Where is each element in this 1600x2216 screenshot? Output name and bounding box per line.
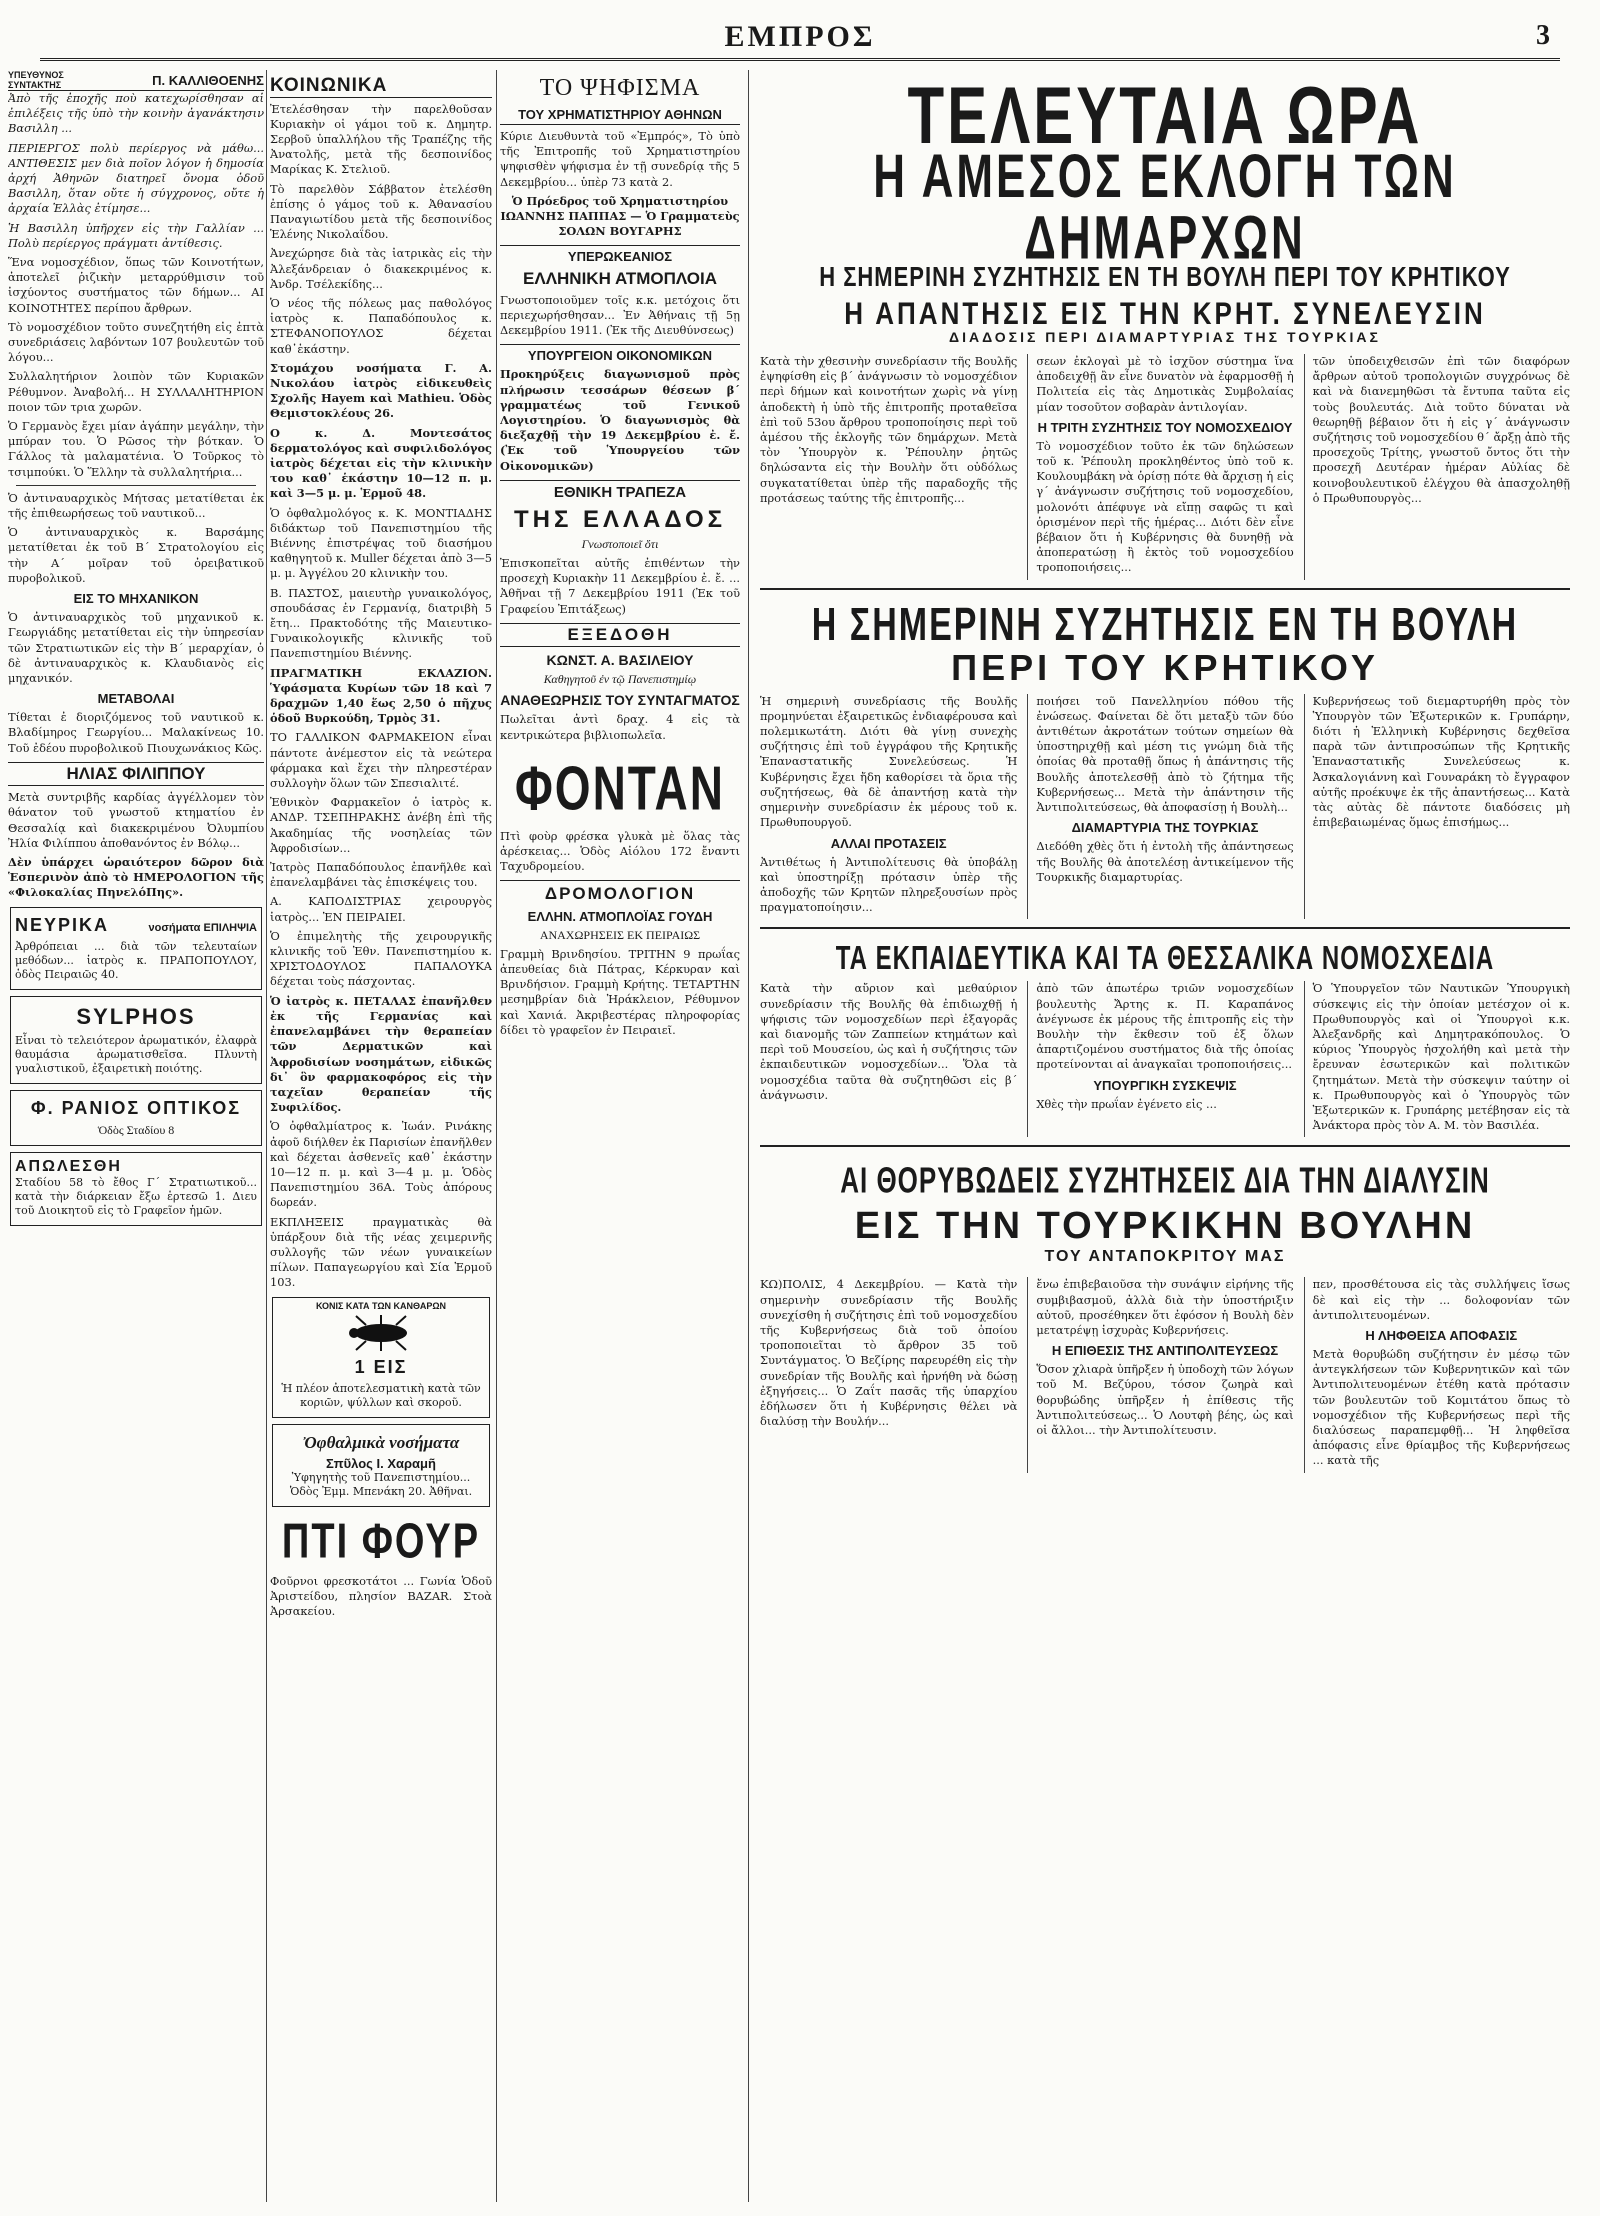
headline-protest: ΔΙΑΔΟΣΙΣ ΠΕΡΙ ΔΙΑΜΑΡΤΥΡΙΑΣ ΤΗΣ ΤΟΥΡΚΙΑΣ <box>949 329 1381 345</box>
section-heading: ΜΕΤΑΒΟΛΑΙ <box>97 691 175 707</box>
article-text: Ὁ ἰατρὸς κ. ΠΕΤΑΛΑΣ ἐπανῆλθεν ἐκ τῆς Γερμανίας καὶ ἐπανελαμβάνει τὴν θεραπείαν τῶν Δερματικῶν καὶ Ἀφροδισίων νοσημάτων, εἰδικῶς δι᾽ ὃν φαρμακοφόρος εἰς τὴν ταχεῖαν θεραπείαν τῆς Συφιλίδος. <box>270 993 492 1115</box>
article-text: ἀπὸ τῶν ἀπωτέρω τριῶν νομοσχεδίων βουλευτὴς Ἄρτης κ. Π. Καραπάνος ἀνέγνωσε ἐκ μέρους τῆς ἐπιτροπῆς εἰς τὴν Βουλὴν τὴν ἔκθεσιν τοῦ ἐξ ὅλων ἀπαρτιζομένου συστήματος διὰ τῆς ὁποίας προτείνονται αἱ ἀναγκαῖαι τροποποιήσεις... <box>1036 981 1294 1072</box>
article-text: ΠΡΑΓΜΑΤΙΚΗ ΕΚΛΑΖΙΟΝ. Ὑφάσματα Κυρίων τῶν 18 καὶ 7 δραχμῶν 1,40 ἕως 2,50 ὁ πῆχυς ὁδοῦ Βυρκούδη, Τρμὸς 31. <box>270 665 492 726</box>
section-heading: ΔΙΑΜΑΡΤΥΡΙΑ ΤΗΣ ΤΟΥΡΚΙΑΣ <box>1071 820 1259 836</box>
article-text: Ὁ Ὑπουργεῖον τῶν Ναυτικῶν Ὑπουργικὴ σύσκεψις εἰς τὴν ὁποίαν μετέσχον οἱ κ. Πρωθυπουργὸς καὶ οἱ Ὑπουργοὶ κ.κ. Ἀλεξανδρῆς καὶ Δημητρακόπουλος. Ὁ κύριος Ὑπουργὸς ἠσχολήθη καὶ μετὰ τὴν ἔρευναν ἐσωτερικῶν καὶ πολιτικῶν ζητημάτων. Μετὰ τὴν σύσκεψιν ταύτην οἱ κ. Πρωθυπουργὸς καὶ ὁ Ὑπουργὸς τῶν Ἐξωτερικῶν κ. Γρυπάρης μετέβησαν εἰς τὰ Ἀνάκτορα πρὸς τὸν Α. Μ. τὸν Βασιλέα. <box>1312 981 1570 1133</box>
section-heading: ΕΙΣ ΤΟ ΜΗΧΑΝΙΚΟΝ <box>73 591 199 607</box>
column-4 <box>760 70 1570 2202</box>
ad-insect-powder <box>272 1297 490 1418</box>
ad-text: Σταδίου 58 τὸ ἔθος Γ΄ Στρατιωτικοῦ... κατὰ τὴν διάρκειαν ἔξω ἑρτεσῶ 1. Διευ τοῦ Διοικητοῦ εἰς τὸ Γραφεῖον ἡμῶν. <box>15 1175 257 1217</box>
article-text: Χθὲς τὴν πρωΐαν ἐγένετο εἰς ... <box>1036 1096 1217 1111</box>
article-text: Διεδόθη χθὲς ὅτι ἡ ἐντολὴ τῆς ἀπάντησεως τῆς Βουλῆς θὰ ἀποτελέσῃ ἀντικείμενον τῆς Τουρκικῆς διαμαρτυρίας. <box>1036 839 1294 884</box>
ad-text: Ἡ πλέον ἀποτελεσματικὴ κατὰ τῶν κοριῶν, ψύλλων καὶ σκοροῦ. <box>281 1381 481 1409</box>
divider <box>760 927 1570 929</box>
headline-turkish-debates: ΑΙ ΘΟΡΥΒΩΔΕΙΣ ΣΥΖΗΤΗΣΕΙΣ ΔΙΑ ΤΗΝ ΔΙΑΛΥΣΙΝ <box>840 1159 1490 1202</box>
article-text: Ἀντιθέτως ἡ Ἀντιπολίτευσις θὰ ὑποβάλῃ καὶ ὑποστηρίξῃ πρότασιν ὑπὲρ τῆς ἀποδοχῆς τῶν Κρητῶν πληρεξουσίων πρὸς πραγματοποίησιν... <box>760 854 1018 915</box>
ad-ranios <box>10 1090 262 1146</box>
section-heading: ΔΡΟΜΟΛΟΓΙΟΝ <box>500 880 740 903</box>
article-text: Μετὰ θορυβώδη συζήτησιν ἐν μέσῳ τῶν ἀντεγκλήσεων τῶν Κυβερνητικῶν καὶ τῶν Ἀντιπολιτευομένων ἐτέθη κατὰ πρότασιν τῶν βουλευτῶν τοῦ Κομιτάτου ὅπως τὸ νομοσχέδιον τῆς Κυβερνήσεως περὶ τῆς διαλύσεως παραπεμφθῇ... Ἡ ληφθεῖσα ἀπόφασις εἶνε θρίαμβος τῆς Κυβερνήσεως ... κατὰ τῆς <box>1312 1347 1570 1468</box>
article-text: Α. ΚΑΠΟΔΙΣΤΡΙΑΣ χειρουργὸς ἰατρὸς... ἘΝ ΠΕΙΡΑΙΕΙ. <box>270 894 492 924</box>
article-text: Προκηρύξεις διαγωνισμοῦ πρὸς πλήρωσιν τεσσάρων θέσεων β΄ γραμματέως τοῦ Γενικοῦ Λογιστηρίου. Ὁ διαγωνισμὸς θὰ διεξαχθῇ τὴν 19 Δεκεμβρίου ἐ. ἔ. (Ἐκ τοῦ Ὑπουργείου τῶν Οἰκονομικῶν) <box>500 367 740 473</box>
article-text: Κατὰ τὴν χθεσινὴν συνεδρίασιν τῆς Βουλῆς ἐψηφίσθη εἰς β΄ ἀνάγνωσιν τὸ νομοσχέδιον περὶ δήμων καὶ κοινοτήτων χωρὶς νὰ γίνῃ ἀποδεκτὴ ἡ ὑπὸ τῆς ἐπιτροπῆς προταθεῖσα ἐπὶ τοῦ 53ου ἄρθρου τροποποίησις περὶ τοῦ ἀμέσου τῆς ἐκλογῆς τῶν δημάρχων. Μετὰ τὸν Ὑπουργὸν κ. Ῥέπουλην ῥητῶς δηλώσαντα εἰς τὴν Βουλὴν ὅτι οὐδόλως συγκατατίθεται ὑπὲρ τῆς παραδοχῆς τῆς προτάσεως ταύτης τῆς ἐπιτροπῆς... <box>760 354 1018 505</box>
ad-text: Ἀρθρόπειαι ... διὰ τῶν τελευταίων μεθόδων... ἰατρὸς κ. ΠΡΑΠΟΠΟΥΛΟΥ, ὁδὸς Πειραιῶς 40. <box>15 939 257 981</box>
article-text: Ὁ ὀφθαλμίατρος κ. Ἰωάν. Ρινάκης ἀφοῦ διήλθεν ἐκ Παρισίων ἐπανῆλθεν καὶ δέχεται ἀσθενεῖς καθ᾽ ἑκάστην 10—12 π. μ. καὶ 3—4 μ. μ. Ὁδὸς Πανεπιστημίου 36Α. Τοὺς ἀπόρους δωρεάν. <box>270 1119 492 1210</box>
column-rule <box>266 70 267 2202</box>
section-heading: ΥΠΟΥΡΓΙΚΗ ΣΥΣΚΕΨΙΣ <box>1093 1077 1237 1093</box>
headline-correspondent: ΤΟΥ ΑΝΤΑΠΟΚΡΙΤΟΥ ΜΑΣ <box>1044 1248 1286 1266</box>
section-heading: Η ΛΗΦΘΕΙΣΑ ΑΠΟΦΑΣΙΣ <box>1365 1327 1518 1343</box>
ad-eye-doctor <box>272 1424 490 1507</box>
divider <box>760 1145 1570 1147</box>
article-text: ΕΚΠΛΗΞΕΙΣ πραγματικὰς θὰ ὑπάρξουν διὰ τῆς νέας χειμερινῆς συλλογῆς τῶν νέων γυναικείων πίλων. Παπαγεωργίου καὶ Σία Ἑρμοῦ 103. <box>270 1214 492 1290</box>
ad-lost <box>10 1152 262 1226</box>
ad-fontan-title: ΦΟΝΤΑΝ <box>515 752 725 823</box>
ad-brand: 1 ΕΙΣ <box>354 1356 408 1377</box>
article-text: Ὁ ἐπιμελητὴς τῆς χειρουργικῆς κλινικῆς τοῦ Ἐθν. Πανεπιστημίου κ. ΧΡΙΣΤΟΔΟΥΛΟΣ ΠΑΠΑΛΟΥΚΑ δέχεται τοὺς πάσχοντας. <box>270 928 492 989</box>
article-text: Πωλεῖται ἀντὶ δραχ. 4 εἰς τὰ κεντρικώτερα βιβλιοπωλεῖα. <box>500 712 740 742</box>
notice-text: Δὲν ὑπάρχει ὡραιότερον δῶρον διὰ Ἑσπερινὸν ἀπὸ τὸ ΗΜΕΡΟΛΟΓΙΟΝ τῆς «Φιλοκαλίας ΠηνελόΠης». <box>8 854 264 900</box>
article-education <box>760 981 1570 1137</box>
article-text: Β. ΠΑΣΤΟΣ, μαιευτὴρ γυναικολόγος, σπουδάσας ἐν Γερμανίᾳ, διατριβὴ 5 ἔτη... Πρακτοδότης τῆς Μαιευτικο-Γυναικολογικῆς κλινικῆς τοῦ Πανεπιστημίου Βιέννης. <box>270 585 492 661</box>
newspaper-title: ΕΜΠΡΟΣ <box>724 20 876 53</box>
article-text: Τὸ παρελθὸν Σάββατον ἐτελέσθη ἐπίσης ὁ γάμος τοῦ κ. Ἀθανασίου Παναγιωτίδου μετὰ τῆς δεσποινίδος Ἑλένης Νικολαΐδου. <box>270 181 492 242</box>
headline-mayors: Η ΑΜΕΣΟΣ ΕΚΛΟΓΗ ΤΩΝ ΔΗΜΑΡΧΩΝ <box>873 142 1457 273</box>
section-subheading: ΕΛΛΗΝ. ΑΤΜΟΠΛΟΪΑΣ ΓΟΥΔΗ <box>527 908 713 924</box>
article-text: Συλλαλητήριον λοιπὸν τῶν Κυριακῶν Ρέθυμνον. Ἀναβολή... Η ΣΥΛΛΑΛΗΤΗΡΙΟΝ ποιον τῶν τρια χωρῶν. <box>8 369 264 414</box>
article-text: Ἕνα νομοσχέδιον, ὅπως τῶν Κοινοτήτων, ἀποτελεῖ ῥιζικὴν μεταρρύθμισιν τοῦ ἰσχύοντος συστήματος τῶν δήμων... ΑΙ ΚΟΙΝΟΤΗΤΕΣ περίπου ἄρθρων. <box>8 255 264 315</box>
article-text: Κύριε Διευθυντὰ τοῦ «Ἐμπρός», Τὸ ὑπὸ τῆς Ἐπιτροπῆς τοῦ Χρηματιστηρίου ψηφισθὲν ψήφισμα ἐν τῇ συνεδρίᾳ τῆς 5 Δεκεμβρίου... ὑπὲρ 73 κατὰ 2. <box>500 128 740 189</box>
masthead <box>40 18 1560 61</box>
section-heading: ΥΠΟΥΡΓΕΙΟΝ ΟΙΚΟΝΟΜΙΚΩΝ <box>500 344 740 363</box>
article-text: Γραμμὴ Βρινδησίου. ΤΡΙΤΗΝ 9 πρωΐας ἀπευθείας διὰ Πάτρας, Κέρκυραν καὶ Βρινδήσιον. Γραμμὴ Κρήτης. ΤΕΤΑΡΤΗΝ μεσημβρίαν διὰ Ἡράκλειον, Ρέθυμνον καὶ Χανιά. Ἀκριβεστέρας πληροφορίας δίδει τὸ γραφεῖον ἐν Πειραιεῖ. <box>500 946 740 1037</box>
article-text: ἔνω ἐπιβεβαιοῦσα τὴν συνάψιν εἰρήνης τῆς συμβιβασμοῦ, ἀλλὰ διὰ τὴν ὑποστήριξιν αὐτοῦ, προσέθηκεν ὅτι ἐφόσον ἡ Βουλὴ δὲν μετατρέψῃ ἰσχυρὰς Κυβερνήσεις. <box>1036 1277 1294 1337</box>
article-text: ΠΕΡΙΕΡΓΟΣ πολὺ περίεργος νὰ μάθω... ΑΝΤΙΘΕΣΙΣ μεν διὰ ποῖον λόγον ἡ δημοσία ἀρχή Ἀθηνῶν διατηρεῖ ὄνομα ὁδοῦ Βασιλλη, ὅταν οὔτε ἡ σύγχρονος, οὔτε ἡ ἀρχαία Ἑλλὰς ἐτίμησε... <box>8 140 264 216</box>
article-text: Ἀπὸ τῆς ἐποχῆς ποὺ κατεχωρίσθησαν αἱ ἐπιλέξεις τῆς ὑπὸ τὴν κοινὴν ἀγανάκτησιν Βασιλλη ... <box>8 91 264 136</box>
headline-today-debate: Η ΣΗΜΕΡΙΝΗ ΣΥΖΗΤΗΣΙΣ ΕΝ ΤΗ ΒΟΥΛΗ <box>811 599 1519 651</box>
section-heading: ΤΟ ΨΗΦΙΣΜΑ <box>539 75 701 101</box>
column-1 <box>8 70 264 2202</box>
article-text: Τίθεται ἐ διοριζόμενος τοῦ ναυτικοῦ κ. Βλαδίμηρος Γεωργίου... Μαλακίνεως 10. Τοῦ ἐδέου πυροβολικοῦ Πιουχωνάκιος Κῶς. <box>8 710 264 755</box>
article-text: Ὁ Γερμανὸς ἔχει μίαν ἀγάπην μεγάλην, τὴν μπύραν του. Ὁ Ρῶσος τὴν βότκαν. Ὁ Γάλλος τὰ μαλαματένια. Ὁ Τοῦρκος τὸ τσιμπούκι. Ὁ Ἕλλην τὰ συλλαλητήρια... <box>8 419 264 479</box>
headline-turkish-parliament: ΕΙΣ ΤΗΝ ΤΟΥΡΚΙΚΗΝ ΒΟΥΛΗΝ <box>854 1205 1476 1248</box>
section-heading: ΥΠΕΡΩΚΕΑΝΙΟΣ <box>500 245 740 264</box>
article-text: Ὁ ἀντιναυαρχικὸς Μήτσας μετατίθεται ἐκ τῆς ἐπιθεωρήσεως τοῦ ναυτικοῦ... <box>8 490 264 521</box>
section-heading: ΤΗΣ ΕΛΛΑΔΟΣ <box>513 506 727 533</box>
article-text: Τὸ νομοσχέδιον τοῦτο συνεζητήθη εἰς ἐπτὰ συνεδριάσεις λαβόντων 107 βουλευτῶν τοῦ λόγου... <box>8 319 264 365</box>
article-text: Ὁ ἀντιναυαρχικὸς κ. Βαρσάμης μετατίθεται ἐκ τοῦ Β΄ Στρατολογίου εἰς τὴν Α΄ μοῖραν τοῦ ὀρειβατικοῦ πυροβολικοῦ. <box>8 525 264 585</box>
article-text: Ὁ νέος τῆς πόλεως μας παθολόγος ἰατρὸς κ. Παπαδόπουλος κ. ΣΤΕΦΑΝΟΠΟΥΛΟΣ δέχεται καθ᾽ἑκάστην. <box>270 295 492 356</box>
column-2 <box>270 70 492 2202</box>
article-mayors <box>760 354 1570 580</box>
column-rule <box>496 70 497 2202</box>
article-text: ΚΩ)ΠΟΛΙΣ, 4 Δεκεμβρίου. — Κατὰ τὴν σημερινὴν συνεδρίασιν τῆς Βουλῆς συνεχίσθη ἡ συζήτησις ἐπὶ τοῦ νομοσχεδίου τῆς Κυβερνήσεως διὰ τοῦ ὁποίου τροποποιεῖται τὸ ἄρθρον 35 τοῦ Συντάγματος. Ὁ Βεζίρης παρευρέθη εἰς τὴν συνεδρίαν τῆς Βουλῆς καὶ ἠρνήθη νὰ δώσῃ ἐξηγήσεις... Ὁ Ζαΐτ πασᾶς τῆς ὑπαρχίου ἐδήλωσεν ὅτι ἡ Κυβέρνησις θέλει νὰ διαλύσῃ τὴν Βουλήν... <box>760 1277 1018 1429</box>
book-author-title: Καθηγητοῦ ἐν τῷ Πανεπιστημίῳ <box>543 672 697 687</box>
section-heading: Η ΤΡΙΤΗ ΣΥΖΗΤΗΣΙΣ ΤΟΥ ΝΟΜΟΣΧΕΔΙΟΥ <box>1037 419 1293 435</box>
section-heading: Η ΕΠΙΘΕΣΙΣ ΤΗΣ ΑΝΤΙΠΟΛΙΤΕΥΣΕΩΣ <box>1051 1343 1279 1359</box>
section-subheading: ΑΝΑΧΩΡΗΣΕΙΣ ΕΚ ΠΕΙΡΑΙΩΣ <box>539 927 701 942</box>
article-text: ποιήσει τοῦ Πανελληνίου πόθου τῆς ἐνώσεως. Φαίνεται δὲ ὅτι μεταξὺ τῶν δύο ἀντιθέτων ἀκροτάτων τούτων σημείων θὰ ὑποστηριχθῇ καὶ μέση τις γνώμη διὰ τῆς ὁποίας θὰ προταθῇ ὅπως ἡ ἀπάντησις τῆς Βουλῆς ἀποτελεσθῇ ἀπὸ τὸ ζήτημα τῆς Κυβερνήσεως... Μετὰ τὴν ἀπάντησιν τῆς Ἀντιπολιτεύσεως, θὰ ἀποφασίσῃ ἡ Βουλὴ... <box>1036 693 1294 815</box>
editor-label: ΥΠΕΥΘΥΝΟΣ ΣΥΝΤΑΚΤΗΣ <box>8 70 64 90</box>
ad-title: ΑΠΩΛΕΣΘΗ <box>15 1157 122 1175</box>
article-text: πεν, προσθέτουσα εἰς τὰς συλλήψεις ἴσως δὲ καὶ εἰς τὴν ... δολοφονίαν τῶν ἀντιπολιτευομένων. <box>1312 1277 1570 1322</box>
article-text: Κατὰ τὴν αὔριον καὶ μεθαύριον συνεδρίασιν τῆς Βουλῆς θὰ ἐπιδιωχθῇ ἡ ψήφισις τῶν νομοσχεδίων περὶ ἐξαγορᾶς καὶ διανομῆς τῶν Ζαππείων κτημάτων καὶ περὶ τοῦ Μουσείου, ὡς καὶ ἡ συζήτησις τῶν ἐκπαιδευτικῶν νομοσχεδίων... Ὅλα τὰ νομοσχέδια ταῦτα θὰ συζητηθῶσι εἰς β΄ ἀνάγνωσιν. <box>760 981 1018 1102</box>
signatory: Ὁ Πρόεδρος τοῦ Χρηματιστηρίου ΙΩΑΝΝΗΣ ΠΑΠΠΑΣ — Ὁ Γραμματεὺς ΣΟΛΩΝ ΒΟΥΓΑΡΗΣ <box>500 193 740 239</box>
ad-address: Ὁδὸς Σταδίου 8 <box>97 1122 175 1137</box>
ad-sylphos <box>10 996 262 1084</box>
section-subheading: Γνωστοποιεῖ ὅτι <box>581 536 659 551</box>
ad-neuralgia <box>10 907 262 990</box>
headline-last-hour: ΤΕΛΕΥΤΑΙΑ ΩΡΑ <box>907 70 1423 161</box>
article-text: Ἀνεχώρησε διὰ τὰς ἰατρικὰς εἰς τὴν Ἀλεξάνδρειαν ὁ διακεκριμένος κ. Ἀνδρ. Τσέλεκίδης... <box>270 246 492 291</box>
ad-text: Πτὶ φοὺρ φρέσκα γλυκὰ μὲ ὅλας τὰς ἀρέσκειας... Ὁδὸς Αἰόλου 172 ἔναντι Ταχυδρομείου. <box>500 828 740 874</box>
article-text: Μετὰ συντριβῆς καρδίας ἀγγέλλομεν τὸν θάνατον τοῦ γνωστοῦ κτηματίου ἐν Θεσσαλίᾳ καὶ διακεκριμένου Ὀλυμπίου Ἠλία Φιλίππου ἀποθανόντος ἐν Βόλῳ... <box>8 790 264 850</box>
article-text: Ἐτελέσθησαν τὴν παρελθοῦσαν Κυριακὴν οἱ γάμοι τοῦ κ. Δημητρ. Σερβοῦ ὑπαλλήλου τῆς Τραπέζης τῆς Ἀνατολῆς, μετὰ τῆς δεσποινίδος Μαρίκας Κ. Στελιοῦ. <box>270 101 492 177</box>
ad-title: ΝΕΥΡΙΚΑ <box>15 914 110 935</box>
article-text: σεων ἐκλογαὶ μὲ τὸ ἰσχῦον σύστημα ἵνα ἀποδειχθῇ ἂν εἶνε δυνατὸν νὰ ἐφαρμοσθῇ ἡ Πολιτεία εἰς τὰς Δημοτικὰς Συμβολαίας μίαν τοσοῦτον σοβαρὰν ἀντιλογίαν. <box>1036 354 1294 414</box>
article-text: Ἡ σημερινὴ συνεδρίασις τῆς Βουλῆς προμηνύεται ἐξαιρετικῶς ἐνδιαφέρουσα καὶ πολεμικωτάτη. Διότι θὰ γίνῃ συνεχὴς συζήτησις ἐπὶ τοῦ ἐγγράφου τῆς Κρητικῆς Ἐπαναστατικῆς Συνελεύσεως. Ἡ Κυβέρνησις ἔχει ἤδη καθορίσει τὰ ὅρια τῆς συζητήσεως, θὰ δὲ ἀπαντήσῃ κατὰ τὴν σημερινὴν συνεδρίασιν ἐκ μέρους τοῦ κ. Πρωθυπουργοῦ. <box>760 693 1018 830</box>
headline-education-bills: ΤΑ ΕΚΠΑΙΔΕΥΤΙΚΑ ΚΑΙ ΤΑ ΘΕΣΣΑΛΙΚΑ ΝΟΜΟΣΧΕΔΙΑ <box>835 939 1495 978</box>
article-text: Ὅσον χλιαρὰ ὑπῆρξεν ἡ ὑποδοχὴ τῶν λόγων τοῦ Μ. Βεζύρου, τόσον ζωηρὰ καὶ θορυβώδης ὑπῆρξεν ἡ ἐπίθεσις τῆς Ἀντιπολιτεύσεως... Ὁ Λουτφὴ βέης, ὡς καὶ οἱ ἄλλοι... τὴν Ἀντιπολίτευσιν. <box>1036 1362 1294 1438</box>
section-heading: ΕΛΛΗΝΙΚΗ ΑΤΜΟΠΛΟΙΑ <box>523 269 717 289</box>
article-turkish <box>760 1277 1570 1472</box>
divider <box>760 588 1570 590</box>
article-text: Ο κ. Δ. Μοντεσάτος δερματολόγος καὶ συφιλιδολόγος ἰατρὸς δέχεται εἰς τὴν κλινικὴν του καθ᾽ ἑκάστην 10—12 π. μ. καὶ 3—5 μ. μ. Ἑρμοῦ 48. <box>270 425 492 501</box>
headline-cretan: ΠΕΡΙ ΤΟΥ ΚΡΗΤΙΚΟΥ <box>951 646 1379 688</box>
section-heading: ΑΛΛΑΙ ΠΡΟΤΑΣΕΙΣ <box>830 835 947 851</box>
article-text: Ὁ ὀφθαλμολόγος κ. Κ. ΜΟΝΤΙΑΔΗΣ διδάκτωρ τοῦ Πανεπιστημίου τῆς Βιέννης ἐπιστρέψας τοῦ διασήμου καθηγητοῦ κ. Muller δέχεται ἀπὸ 3—5 μ. μ. Ἀγγέλου 20 κλινικὴν του. <box>270 505 492 581</box>
section-heading: ΕΞΕΔΟΘΗ <box>500 623 740 647</box>
ad-doctor: Σπῦλος Ι. Χαραμῆ <box>326 1455 436 1471</box>
ad-petit-four-title: ΠΤΙ ΦΟΥΡ <box>281 1514 481 1570</box>
ad-subtitle: νοσήματα ΕΠΙΛΗΨΙΑ <box>148 921 257 934</box>
section-heading: ΕΘΝΙΚΗ ΤΡΑΠΕΖΑ <box>500 480 740 501</box>
ad-title: Φ. ΡΑΝΙΟΣ ΟΠΤΙΚΟΣ <box>30 1097 242 1118</box>
article-cretan <box>760 694 1570 920</box>
beetle-icon <box>326 1313 436 1353</box>
article-text: Τὸ νομοσχέδιον τοῦτο ἐκ τῶν δηλώσεων τοῦ κ. Ῥέπουλη προκληθέντος ὑπὸ τοῦ κ. Κουλουμβάκη νὰ ὁρίσῃ πότε θὰ ἄρχισῃ ἡ εἰς γ΄ ἀνάγνωσιν συζήτησις τοῦ νομοσχεδίου, μολονότι ἀπέφυγε νὰ εἴπῃ σαφῶς τι καὶ ὁρισμένον περὶ τῆς ἡμέρας... Διότι δὲν εἶνε βέβαιον ὅτι ἡ Κυβέρνησις θὰ δυνηθῇ νὰ ἀποπερατώσῃ ἢ ἐκτὸς τοῦ νομοσχεδίου τροποποιήσεις... <box>1036 438 1294 575</box>
editor-name: Π. ΚΑΛΛΙΘΟΕΝΗΣ <box>152 72 264 88</box>
book-author: ΚΩΝΣΤ. Α. ΒΑΣΙΛΕΙΟΥ <box>546 652 694 669</box>
ad-title: Ὀφθαλμικὰ νοσήματα <box>302 1432 460 1452</box>
article-text: Κυβερνήσεως τοῦ διεμαρτυρήθη πρὸς τὸν Ὑπουργὸν τῶν Ἐξωτερικῶν κ. Γρυπάρην, διότι ἡ Ἑλληνικὴ Κυβέρνησις δεχθεῖσα παρὰ τῶν ἀντιπροσώπων τῆς Κρητικῆς Ἐπαναστατικῆς Συνελεύσεως κ. Ἀσκαλογιάννη καὶ Γουναράκη τὸ ἔγγραφον αὐτῆς προέκυψε ἐκ τῆς ἀπαντήσεως... Κατὰ τὰς αὐτὰς δὲ πάντοτε διαδόσεις μὴ ἐπιβεβαιωμένας ὅμως ἐπισήμως... <box>1312 693 1570 830</box>
article-text: Ἐθνικὸν Φαρμακεῖον ὁ ἰατρὸς κ. ΑΝΔΡ. ΤΣΕΠΗΡΑΚΗΣ ἀνέβη ἐπὶ τῆς Ἀκαδημίας τῆς νοσηλείας τῶν Ἀφροδισίων... <box>270 795 492 855</box>
article-text: ΤΟ ΓΑΛΛΙΚΟΝ ΦΑΡΜΑΚΕΙΟΝ εἶναι πάντοτε ἀνέμεστον εἰς τὰ νεώτερα φάρμακα καὶ ἔχει τὴν πληρεστέραν συλλογὴν ὅλων τῶν Σπεσιαλιτέ. <box>270 730 492 791</box>
book-title: ΑΝΑΘΕΩΡΗΣΙΣ ΤΟΥ ΣΥΝΤΑΓΜΑΤΟΣ <box>500 692 740 709</box>
ad-text: Ὑφηγητὴς τοῦ Πανεπιστημίου... Ὁδὸς Ἐμμ. Μπενάκη 20. Ἀθῆναι. <box>289 1470 473 1498</box>
column-rule <box>748 70 749 2202</box>
article-text: Ἐπισκοπεῖται αὐτῆς ἐπιθέντων τὴν προσεχὴ Κυριακὴν 11 Δεκεμβρίου ἐ. ἔ. ... Ἀθῆναι τῇ 7 Δεκεμβρίου 1911 (Ἐκ τοῦ Γραφείου Ἐπιτάξεως) <box>500 555 740 616</box>
ad-text: Εἶναι τὸ τελειότερον ἀρωματικόν, ἐλαφρὰ θαυμάσια ἀρωματισθεῖσα. Πλυντὴ γυαλιστικοῦ, ἐξαιρετικὴ ποιότης. <box>15 1033 257 1075</box>
section-heading: ΚΟΙΝΩΝΙΚΑ <box>270 76 492 98</box>
article-text: Ἡ Βασιλλη ὑπῆρχεν εἰς τὴν Γαλλίαν ... Πολὺ περίεργος πράγματι ἀντίθεσις. <box>8 220 264 250</box>
obituary-heading: ΗΛΙΑΣ ΦΙΛΙΠΠΟΥ <box>8 762 264 786</box>
article-text: Ὁ ἀντιναυαρχικὸς τοῦ μηχανικοῦ κ. Γεωργιάδης μετατίθεται εἰς τὴν ὑπηρεσίαν τῶν Στρατιωτικῶν εἰς τὴν Β΄ μεραρχίαν, ὁ δὲ ἀντιναυαρχικὸς κ. Κλαυδιανὸς εἰς μηχανικόν. <box>8 610 264 685</box>
article-text: Γνωστοποιοῦμεν τοῖς κ.κ. μετόχοις ὅτι περιεχωρήσθησαν... Ἐν Ἀθήναις τῇ 5ῃ Δεκεμβρίου 1911. (Ἐκ τῆς Διευθύνσεως) <box>500 292 740 338</box>
section-subheading: ΤΟΥ ΧΡΗΜΑΤΙΣΤΗΡΙΟΥ ΑΘΗΝΩΝ <box>500 108 740 125</box>
article-text: τῶν ὑποδειχθεισῶν ἐπὶ τῶν διαφόρων ἄρθρων αὐτοῦ τροπολογιῶν συγχρόνως δὲ καὶ νὰ διανεμηθῶσι τὰ ἔντυπα ταῦτα εἰς τοὺς βουλευτάς. Διὰ τοῦτο δύναται νὰ θεωρηθῇ βέβαιον ὅτι ἡ εἰς γ΄ ἀνάγνωσιν συζήτησις τοῦ νομοσχεδίου θ΄ ἄρξῃ ἀπὸ τῆς προσεχοῦς Τρίτης, γνωστοῦ ὄντος ὅτι τὴν προσεχῆ Δευτέραν ἡμέραν Αὐλίας δὲ κοινοβουλευτικοῦ ἐλέγχου θὰ ἀπασχοληθῇ ὁ Πρωθυπουργὸς... <box>1312 354 1570 505</box>
article-text: Ἰατρὸς Παπαδόπουλος ἐπανῆλθε καὶ ἐπανελαμβάνει τὰς ἐπισκέψεις του. <box>270 860 492 890</box>
headline-reply: Η ΑΠΑΝΤΗΣΙΣ ΕΙΣ ΤΗΝ ΚΡΗΤ. ΣΥΝΕΛΕΥΣΙΝ <box>844 295 1486 331</box>
column-3 <box>500 70 740 2202</box>
divider <box>16 485 256 486</box>
ad-title: SYLPHOS <box>76 1003 196 1029</box>
ad-text: Φοῦρνοι φρεσκοτάτοι ... Γωνία Ὁδοῦ Ἀριστείδου, πλησίον BAZAR. Στοὰ Ἀρσακείου. <box>270 1573 492 1619</box>
headline-debate: Η ΣΗΜΕΡΙΝΗ ΣΥΖΗΤΗΣΙΣ ΕΝ ΤΗ ΒΟΥΛΗ ΠΕΡΙ ΤΟΥ ΚΡΗΤΙΚΟΥ <box>819 260 1511 292</box>
article-text: Στομάχου νοσήματα Γ. Α. Νικολάου ἰατρὸς εἰδικευθεὶς Σχολῆς Hayem καὶ Mathieu. Ὁδὸς Θεμιστοκλέους 26. <box>270 360 492 421</box>
ad-title: ΚΟΝΙΣ ΚΑΤΑ ΤΩΝ ΚΑΝΘΑΡΩΝ <box>315 1300 447 1311</box>
page-number: 3 <box>1536 20 1550 51</box>
